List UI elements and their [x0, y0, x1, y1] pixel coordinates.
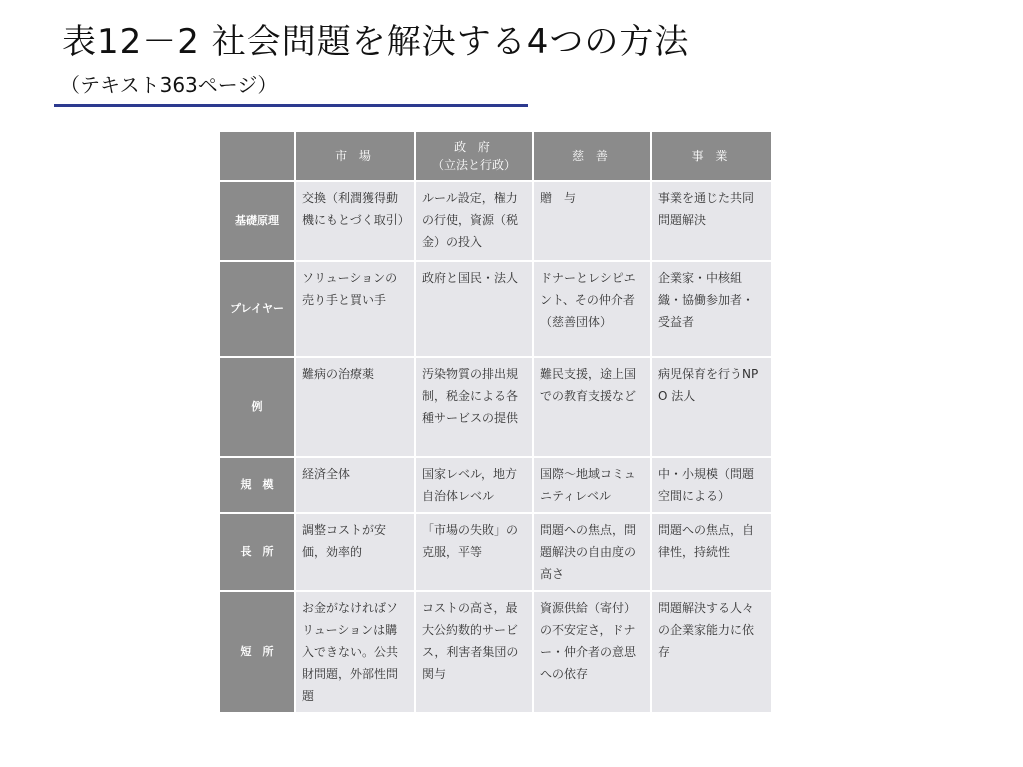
table-cell: 問題解決する人々の企業家能力に依存 — [651, 591, 772, 713]
table-cell: 病児保育を行うNPO 法人 — [651, 357, 772, 457]
table-cell: 資源供給（寄付）の不安定さ，ドナー・仲介者の意思への依存 — [533, 591, 651, 713]
table-cell: 企業家・中核組織・協働参加者・受益者 — [651, 261, 772, 357]
table-cell: 難病の治療薬 — [295, 357, 415, 457]
table-cell: 事業を通じた共同問題解決 — [651, 181, 772, 261]
table-cell: 国家レベル，地方自治体レベル — [415, 457, 533, 513]
table-row — [219, 261, 772, 357]
table-cell: 贈 与 — [533, 181, 651, 261]
table-row — [219, 181, 772, 261]
table-row — [219, 357, 772, 457]
header-business — [651, 131, 772, 181]
table-cell: ルール設定，権力の行使，資源（税金）の投入 — [415, 181, 533, 261]
table-row — [219, 513, 772, 591]
table-cell: 問題への焦点，問題解決の自由度の高さ — [533, 513, 651, 591]
table-cell: 経済全体 — [295, 457, 415, 513]
table-cell: お金がなければソリューションは購入できない。公共財問題，外部性問題 — [295, 591, 415, 713]
row-label-basic-principle: 基礎原理 — [219, 181, 295, 261]
table-cell: 汚染物質の排出規制，税金による各種サービスの提供 — [415, 357, 533, 457]
table-cell: コストの高さ，最大公約数的サービス，利害者集団の関与 — [415, 591, 533, 713]
table-cell: 政府と国民・法人 — [415, 261, 533, 357]
table-cell: 「市場の失敗」の克服，平等 — [415, 513, 533, 591]
header-market-label: 市 場 — [335, 149, 375, 163]
table-cell: 問題への焦点，自律性，持続性 — [651, 513, 772, 591]
table-cell: 調整コストが安価，効率的 — [295, 513, 415, 591]
row-label-weaknesses: 短 所 — [219, 591, 295, 713]
header-corner-cell — [219, 131, 295, 181]
slide-title: 表12－2 社会問題を解決する4つの方法 — [62, 22, 690, 62]
table-cell: 交換（利潤獲得動機にもとづく取引） — [295, 181, 415, 261]
row-label-scale: 規 模 — [219, 457, 295, 513]
table-row — [219, 457, 772, 513]
header-government — [415, 131, 533, 181]
table-cell: 難民支援，途上国での教育支援など — [533, 357, 651, 457]
table-cell: ソリューションの売り手と買い手 — [295, 261, 415, 357]
header-charity-label: 慈 善 — [572, 149, 612, 163]
comparison-table — [218, 130, 773, 714]
table-cell: ドナーとレシピエント、その仲介者（慈善団体） — [533, 261, 651, 357]
row-label-example: 例 — [219, 357, 295, 457]
table-cell: 中・小規模（問題空間による） — [651, 457, 772, 513]
header-business-label: 事 業 — [691, 149, 732, 163]
table-header-row — [219, 131, 772, 181]
header-charity — [533, 131, 651, 181]
row-label-strengths: 長 所 — [219, 513, 295, 591]
title-underline — [54, 104, 528, 107]
table-row — [219, 591, 772, 713]
header-market — [295, 131, 415, 181]
slide-subtitle: （テキスト363ページ） — [60, 73, 278, 97]
header-government-sub: （立法と行政） — [431, 158, 516, 172]
table-cell: 国際～地域コミュニティレベル — [533, 457, 651, 513]
row-label-player: プレイヤー — [219, 261, 295, 357]
header-government-label: 政 府 — [454, 140, 494, 154]
